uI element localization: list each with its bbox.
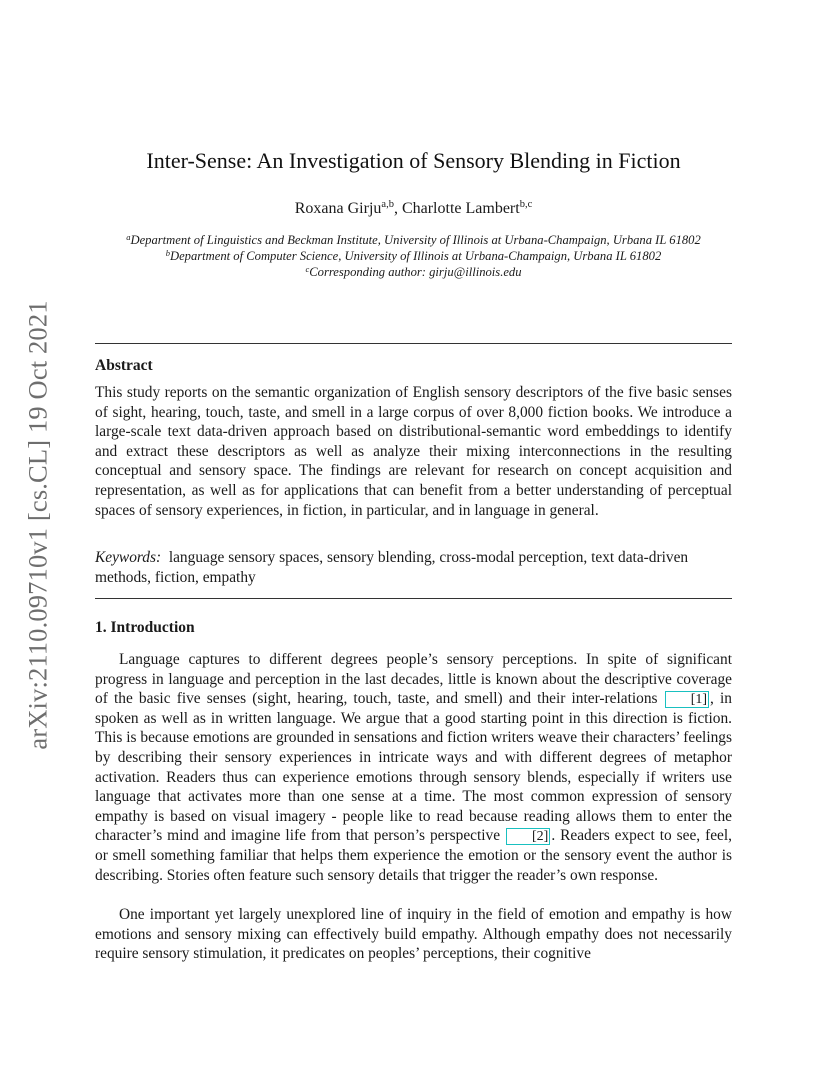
arxiv-identifier-stamp: [20, 292, 56, 758]
author-affiliation-marks: a,b: [381, 199, 394, 210]
intro-p1-text: . Readers expect to see, feel, or smell something familiar that helps them experience the emotion or the sensory event the author is describing. Stories often feature such sensory details that trigger the reader’s own response.: [95, 827, 732, 884]
keywords-label: Keywords:: [95, 549, 162, 566]
abstract-text: This study reports on the semantic organization of English sensory descriptors of the five basic senses of sight, hearing, touch, taste, and smell in a large corpus of over 8,000 fiction books. We introduce a large-scale text data-driven approach based on distributional-semantic word embeddings to identify and extract these descriptors as well as analyze their mixing interconnections in the resulting conceptual and sensory space. The findings are relevant for research on concept acquisition and representation, as well as for applications that can benefit from a better understanding of perceptual spaces of sensory experiences, in fiction, in particular, and in language in general.: [95, 384, 732, 519]
keywords-text: language sensory spaces, sensory blending, cross-modal perception, text data-driven methods, fiction, empathy: [95, 549, 689, 586]
arxiv-stamp-text: arXiv:2110.09710v1 [cs.CL] 19 Oct 2021: [22, 300, 53, 750]
affiliation-line: [95, 264, 732, 280]
author-name: Roxana Girju: [294, 200, 382, 217]
affiliation-line: [95, 248, 732, 264]
section-heading-introduction: 1. Introduction: [95, 619, 195, 636]
paper-title: Inter-Sense: An Investigation of Sensory Blending in Fiction: [146, 148, 681, 173]
affiliation-mark: b: [165, 248, 170, 258]
affiliation-mark: c: [305, 264, 310, 274]
affiliations-block: [95, 232, 732, 280]
author-line: [95, 198, 732, 220]
affiliation-mark: a: [126, 232, 131, 242]
author-separator: ,: [393, 200, 402, 217]
intro-paragraph-1: [95, 650, 732, 885]
abstract-top-rule: [95, 343, 732, 344]
author-affiliation-marks: b,c: [519, 199, 533, 210]
keywords-block: [95, 548, 732, 587]
intro-p1-text: , in spoken as well as in written language. We argue that a good starting point in this direction is fiction. This is because emotions are grounded in sensations and fiction writers weave their characters’ feelings by describing their sensory experiences in intricate ways and with different degrees of metaphor activation. Readers thus can experience emotions through sensory blends, especially if writers use language that activates more than one sense at a time. The most common expression of sensory empathy is based on visual imagery - people like to read because reading allows them to enter the character’s mind and imagine life from that person’s perspective: [95, 690, 732, 845]
author-name: Charlotte Lambert: [401, 200, 520, 217]
affiliation-text: Corresponding author: girju@illinois.edu: [309, 265, 522, 279]
intro-paragraph-2: One important yet largely unexplored line of inquiry in the field of emotion and empathy is how emotions and sensory mixing can effectively build empathy. Although empathy does not necessarily require sensory stimulation, it predicates on peoples’ perceptions, their cognitive: [95, 906, 732, 963]
affiliation-text: Department of Computer Science, University of Illinois at Urbana-Champaign, Urbana IL 61802: [170, 249, 662, 263]
citation-link-2[interactable]: [2]: [506, 828, 550, 845]
affiliation-text: Department of Linguistics and Beckman Institute, University of Illinois at Urbana-Champaign, Urbana IL 61802: [130, 233, 701, 247]
affiliation-line: [95, 232, 732, 248]
abstract-bottom-rule: [95, 598, 732, 599]
citation-link-1[interactable]: [1]: [665, 691, 709, 708]
intro-p1-text: Language captures to different degrees people’s sensory perceptions. In spite of significant progress in language and perception in the last decades, little is known about the descriptive coverage of the basic five senses (sight, hearing, touch, taste, and smell) and their inter-relations: [95, 651, 732, 708]
abstract-heading: Abstract: [95, 357, 153, 374]
